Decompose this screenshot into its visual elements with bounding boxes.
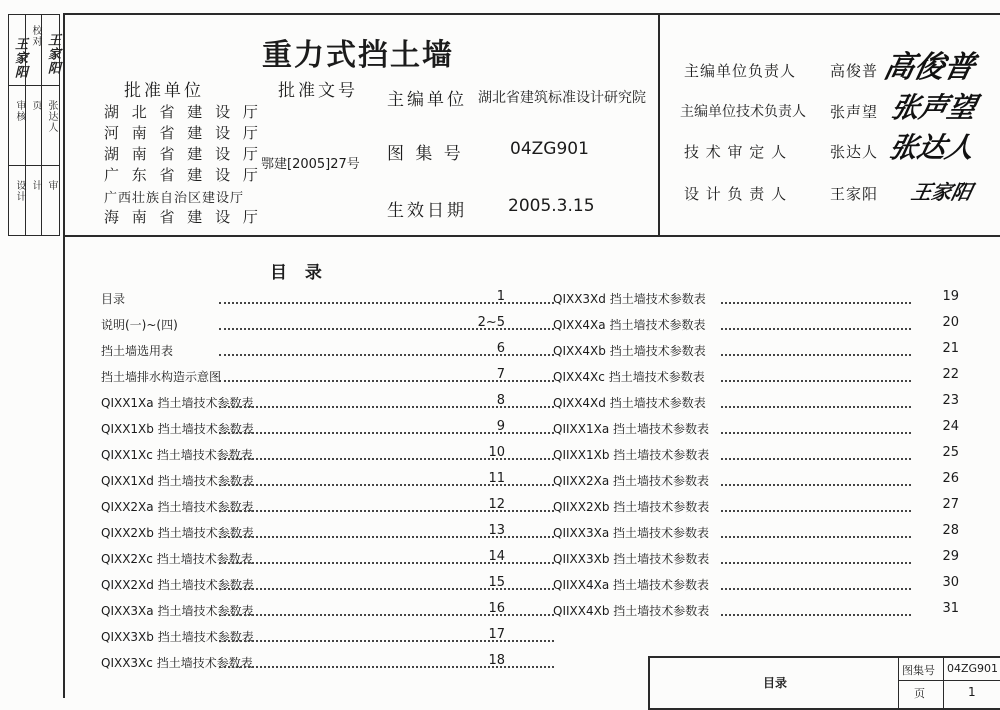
- toc-entry-page: 21: [942, 341, 959, 356]
- toc-entry[interactable]: [101, 524, 511, 546]
- toc-entry[interactable]: [101, 290, 511, 312]
- toc-entry-page: 24: [942, 419, 959, 434]
- responsible-role-1: 主编单位负责人: [684, 62, 797, 80]
- toc-entry-label: QIIXX3Xa 挡土墙技术参数表: [553, 526, 709, 540]
- toc-entry-page: 13: [488, 523, 505, 538]
- title-block-atlas-label: 图集号: [902, 664, 935, 677]
- toc-entry-page: 11: [488, 471, 505, 486]
- editor-unit-label: 主编单位: [387, 90, 467, 110]
- responsible-name-2: 张声望: [830, 103, 879, 121]
- responsible-signature-4: 王家阳: [909, 180, 975, 204]
- header-divider: [658, 13, 660, 235]
- effective-date-value: 2005.3.15: [508, 196, 595, 216]
- toc-entry-label: QIXX3Xb 挡土墙技术参数表: [101, 630, 254, 644]
- margin-label-2: 审核: [14, 100, 25, 122]
- approval-unit-4: 广 东 省 建 设 厅: [104, 166, 262, 184]
- toc-entry[interactable]: [101, 576, 511, 598]
- toc-entry-page: 10: [488, 445, 505, 460]
- toc-entry-label: 挡土墙选用表: [101, 344, 174, 358]
- toc-entry-label: 说明(一)~(四): [101, 318, 178, 332]
- margin-extra-3: 审: [46, 180, 57, 191]
- toc-entry[interactable]: [101, 420, 511, 442]
- toc-entry[interactable]: [101, 394, 511, 416]
- responsible-name-1: 高俊普: [830, 62, 879, 80]
- margin-name-3: 张达人: [46, 100, 57, 133]
- toc-entry-page: 8: [496, 393, 505, 408]
- toc-entry-label: QIXX2Xd 挡土墙技术参数表: [101, 578, 254, 592]
- toc-entry-leader-dots: [721, 502, 911, 512]
- responsible-name-3: 张达人: [830, 143, 879, 161]
- toc-entry-label: QIIXX1Xb 挡土墙技术参数表: [553, 448, 710, 462]
- toc-entry-page: 16: [488, 601, 505, 616]
- margin-signature-strip: [8, 14, 60, 236]
- toc-entry-page: 17: [488, 627, 505, 642]
- toc-entry-label: QIXX1Xd 挡土墙技术参数表: [101, 474, 254, 488]
- approval-unit-1: 湖 北 省 建 设 厅: [104, 103, 262, 121]
- margin-extra-1: 页: [30, 100, 41, 111]
- title-block-atlas-value: 04ZG901: [947, 662, 999, 675]
- toc-entry-label: QIIXX3Xb 挡土墙技术参数表: [553, 552, 710, 566]
- approval-unit-2: 河 南 省 建 设 厅: [104, 124, 262, 142]
- toc-entry-label: QIXX2Xb 挡土墙技术参数表: [101, 526, 254, 540]
- toc-entry-leader-dots: [721, 424, 911, 434]
- responsible-name-4: 王家阳: [830, 185, 879, 203]
- toc-entry[interactable]: [101, 472, 511, 494]
- toc-entry-leader-dots: [721, 528, 911, 538]
- toc-entry[interactable]: [101, 602, 511, 624]
- toc-entry[interactable]: [553, 290, 963, 312]
- toc-entry-label: QIXX1Xa 挡土墙技术参数表: [101, 396, 254, 410]
- toc-entry-page: 9: [496, 419, 505, 434]
- toc-entry-page: 30: [942, 575, 959, 590]
- margin-label-3: 设计: [14, 180, 25, 202]
- toc-entry[interactable]: [101, 342, 511, 364]
- responsible-signature-1: 高俊普: [880, 50, 978, 85]
- toc-entry-page: 19: [942, 289, 959, 304]
- approval-unit-label: 批准单位: [124, 81, 204, 101]
- toc-entry-page: 20: [942, 315, 959, 330]
- approval-unit-5: 广西壮族自治区建设厅: [104, 191, 245, 206]
- toc-entry-label: QIXX4Xc 挡土墙技术参数表: [553, 370, 705, 384]
- toc-entry-leader-dots: [721, 554, 911, 564]
- top-border: [63, 13, 1000, 15]
- toc-entry-page: 1: [496, 289, 505, 304]
- toc-entry[interactable]: [553, 498, 963, 520]
- toc-entry-page: 28: [942, 523, 959, 538]
- toc-entry-label: QIXX4Xb 挡土墙技术参数表: [553, 344, 706, 358]
- toc-entry[interactable]: [553, 524, 963, 546]
- toc-entry[interactable]: [553, 316, 963, 338]
- toc-entry-label: QIIXX2Xb 挡土墙技术参数表: [553, 500, 710, 514]
- toc-entry-page: 7: [496, 367, 505, 382]
- toc-entry-leader-dots: [721, 580, 911, 590]
- toc-entry-label: QIIXX2Xa 挡土墙技术参数表: [553, 474, 709, 488]
- toc-entry-page: 18: [488, 653, 505, 668]
- toc-entry-page: 27: [942, 497, 959, 512]
- toc-entry-label: QIXX4Xd 挡土墙技术参数表: [553, 396, 706, 410]
- toc-entry[interactable]: [553, 394, 963, 416]
- toc-entry-page: 23: [942, 393, 959, 408]
- responsible-signature-2: 张声望: [888, 91, 980, 124]
- responsible-role-3: 技 术 审 定 人: [684, 143, 788, 161]
- toc-entry-label: QIIXX4Xb 挡土墙技术参数表: [553, 604, 710, 618]
- title-block: [648, 656, 1000, 710]
- approval-doc-label: 批准文号: [278, 81, 358, 101]
- title-block-page-value: 1: [968, 685, 976, 699]
- toc-entry-label: QIXX3Xd 挡土墙技术参数表: [553, 292, 706, 306]
- margin-name-2: 王家阳: [45, 33, 60, 75]
- toc-entry-page: 12: [488, 497, 505, 512]
- toc-entry[interactable]: [101, 498, 511, 520]
- toc-entry-page: 14: [488, 549, 505, 564]
- toc-entry-leader-dots: [721, 476, 911, 486]
- toc-entry-leader-dots: [721, 398, 911, 408]
- toc-entry[interactable]: [553, 472, 963, 494]
- toc-entry-leader-dots: [721, 294, 911, 304]
- responsible-signature-3: 张达人: [886, 131, 978, 164]
- toc-entry-label: QIXX1Xb 挡土墙技术参数表: [101, 422, 254, 436]
- toc-entry-page: 22: [942, 367, 959, 382]
- toc-entry-page: 15: [488, 575, 505, 590]
- effective-date-label: 生效日期: [387, 201, 467, 221]
- toc-entry[interactable]: [553, 368, 963, 390]
- toc-entry-page: 2~5: [477, 315, 505, 330]
- toc-entry[interactable]: [553, 576, 963, 598]
- atlas-no-label: 图 集 号: [387, 144, 464, 164]
- toc-entry[interactable]: [553, 550, 963, 572]
- toc-entry-leader-dots: [721, 320, 911, 330]
- toc-entry[interactable]: [101, 446, 511, 468]
- toc-entry[interactable]: [101, 368, 511, 390]
- toc-entry-label: QIXX2Xa 挡土墙技术参数表: [101, 500, 254, 514]
- toc-entry-label: QIXX3Xa 挡土墙技术参数表: [101, 604, 254, 618]
- toc-entry[interactable]: [553, 446, 963, 468]
- toc-entry[interactable]: [101, 654, 511, 676]
- toc-entry-leader-dots: [721, 372, 911, 382]
- toc-entry[interactable]: [101, 550, 511, 572]
- left-border: [63, 13, 65, 698]
- atlas-no-value: 04ZG901: [510, 139, 589, 159]
- header-bottom-border: [63, 235, 1000, 237]
- toc-entry-label: QIXX4Xa 挡土墙技术参数表: [553, 318, 706, 332]
- margin-name-1: 王家阳: [12, 37, 27, 79]
- approval-unit-3: 湖 南 省 建 设 厅: [104, 145, 262, 163]
- toc-entry-label: QIXX3Xc 挡土墙技术参数表: [101, 656, 253, 670]
- toc-entry-page: 26: [942, 471, 959, 486]
- toc-title: 目 录: [270, 263, 328, 283]
- title-block-page-label: 页: [914, 687, 925, 700]
- toc-entry[interactable]: [553, 342, 963, 364]
- toc-entry-leader-dots: [721, 606, 911, 616]
- responsible-role-4: 设 计 负 责 人: [684, 185, 788, 203]
- approval-doc-value: 鄂建[2005]27号: [261, 157, 360, 172]
- toc-entry-page: 6: [496, 341, 505, 356]
- toc-entry[interactable]: [553, 420, 963, 442]
- approval-unit-6: 海 南 省 建 设 厅: [104, 208, 262, 226]
- toc-entry-leader-dots: [721, 346, 911, 356]
- editor-unit-value: 湖北省建筑标准设计研究院: [478, 90, 646, 106]
- toc-entry-label: 目录: [101, 292, 126, 306]
- margin-extra-2: 计: [30, 180, 41, 191]
- toc-entry-page: 25: [942, 445, 959, 460]
- page-title: 重力式挡土墙: [262, 38, 454, 73]
- toc-entry[interactable]: [553, 602, 963, 624]
- toc-entry-page: 31: [942, 601, 959, 616]
- toc-entry[interactable]: [101, 316, 511, 338]
- toc-entry-label: QIIXX1Xa 挡土墙技术参数表: [553, 422, 709, 436]
- title-block-sheet-title: 目录: [763, 676, 788, 690]
- toc-entry-page: 29: [942, 549, 959, 564]
- toc-entry-label: QIXX2Xc 挡土墙技术参数表: [101, 552, 253, 566]
- toc-entry[interactable]: [101, 628, 511, 650]
- toc-entry-leader-dots: [721, 450, 911, 460]
- responsible-role-2: 主编单位技术负责人: [680, 104, 806, 120]
- margin-label-1: 校对: [30, 25, 41, 47]
- toc-entry-label: QIIXX4Xa 挡土墙技术参数表: [553, 578, 709, 592]
- toc-entry-label: QIXX1Xc 挡土墙技术参数表: [101, 448, 253, 462]
- toc-entry-label: 挡土墙排水构造示意图: [101, 370, 222, 384]
